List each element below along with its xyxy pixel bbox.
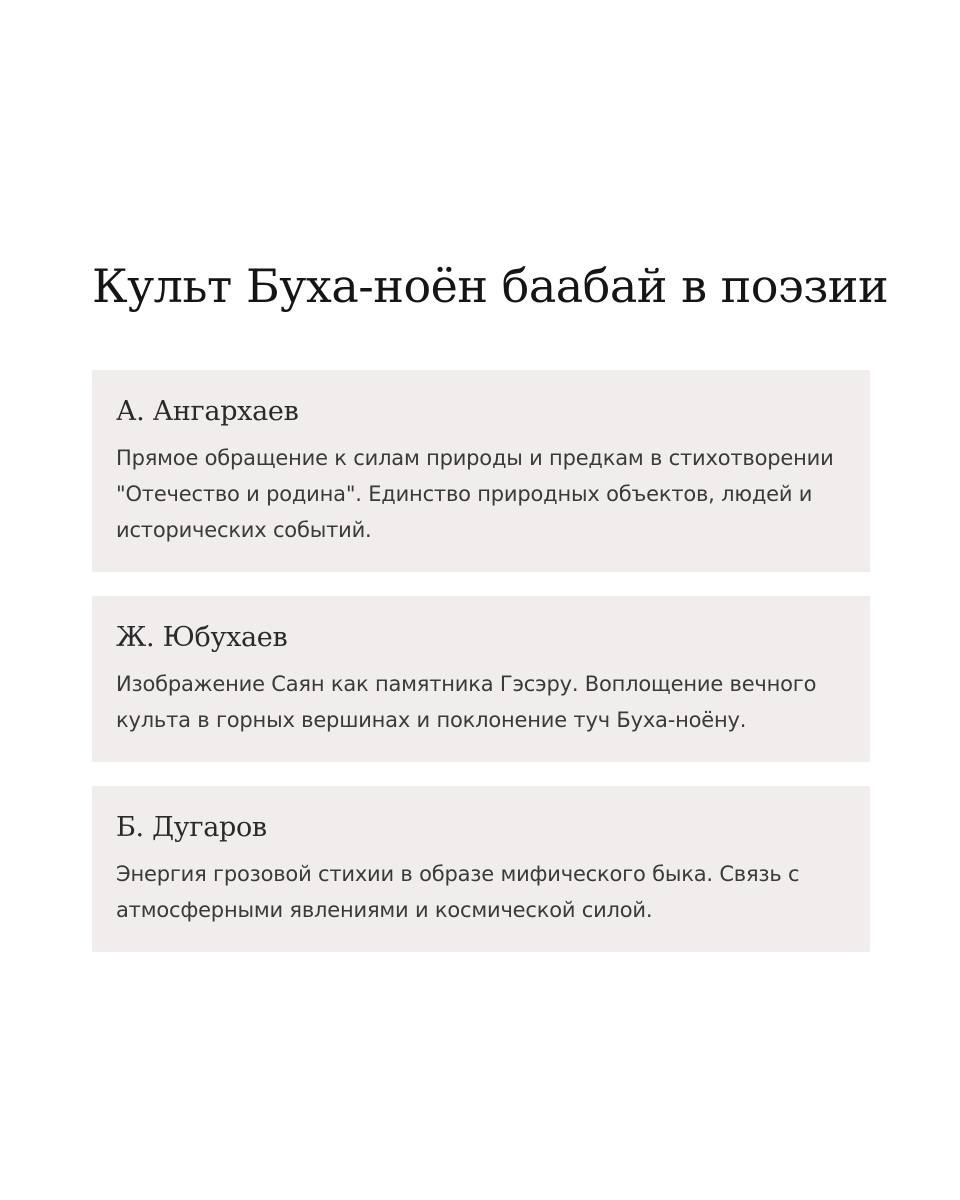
- poet-description: Энергия грозовой стихии в образе мифического быка. Связь с атмосферными явлениями и космической силой.: [116, 862, 800, 922]
- poet-card-yubukhaev: [92, 596, 870, 762]
- page-title: Культ Буха-ноён баабай в поэзии: [92, 259, 889, 313]
- poet-name: А. Ангархаев: [116, 396, 299, 427]
- poet-card-angarkhaev: [92, 370, 870, 572]
- page-content: [92, 250, 889, 976]
- poet-card-dugarov: [92, 786, 870, 952]
- poet-description: Изображение Саян как памятника Гэсэру. Воплощение вечного культа в горных вершинах и поклонение туч Буха-ноёну.: [116, 672, 817, 732]
- poet-name: Ж. Юбухаев: [116, 622, 288, 653]
- poet-name: Б. Дугаров: [116, 812, 267, 843]
- poet-description: Прямое обращение к силам природы и предкам в стихотворении "Отечество и родина". Единство природных объектов, людей и исторических событий.: [116, 446, 834, 542]
